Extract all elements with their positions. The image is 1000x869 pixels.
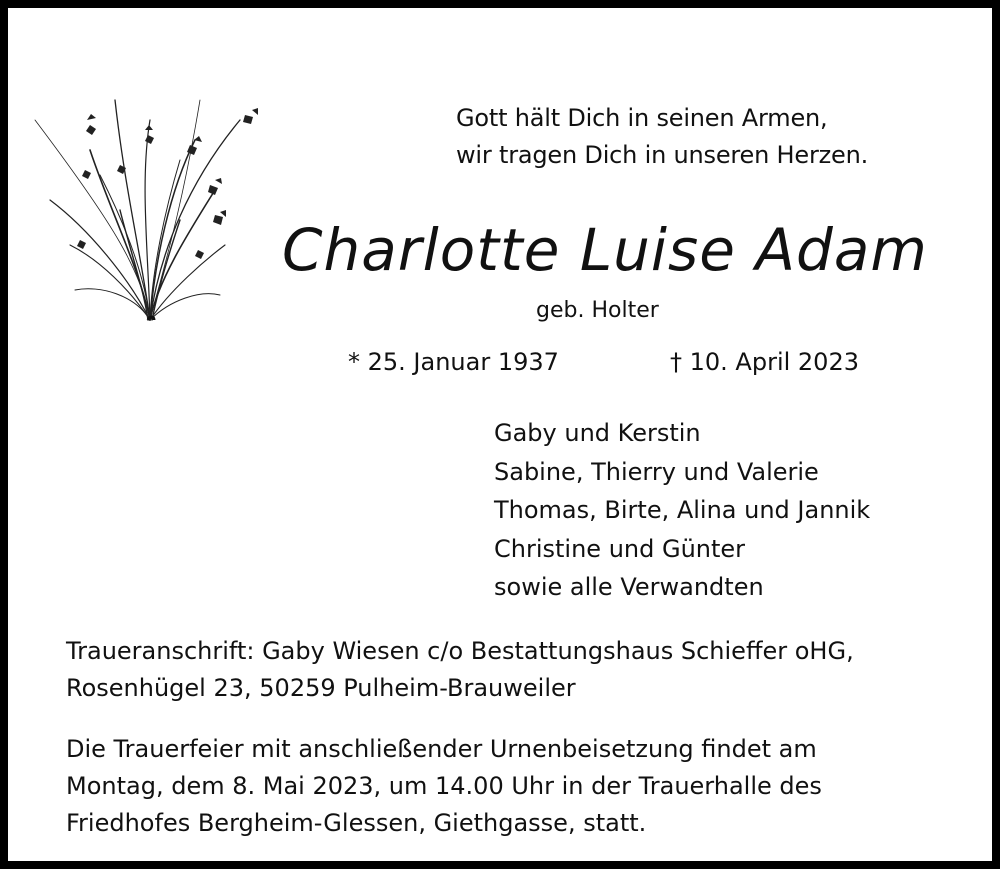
mourning-address (66, 633, 854, 707)
address-line: Rosenhügel 23, 50259 Pulheim-Brauweiler (66, 674, 576, 702)
mourners-list (494, 414, 870, 607)
birth-date: * 25. Januar 1937 (348, 348, 559, 376)
ceremony-line: Montag, dem 8. Mai 2023, um 14.00 Uhr in der Trauerhalle des (66, 772, 822, 800)
mourner-entry: sowie alle Verwandten (494, 573, 764, 601)
mourner-entry: Christine und Günter (494, 534, 746, 563)
ceremony-line: Die Trauerfeier mit anschließender Urnenbeisetzung findet am (66, 735, 817, 763)
mourner-entry: Thomas, Birte, Alina und Jannik (494, 496, 871, 524)
ceremony-line: Friedhofes Bergheim-Glessen, Giethgasse, statt. (66, 809, 647, 837)
mourner-entry: Gaby und Kerstin (494, 419, 701, 447)
motto-verse (456, 100, 868, 174)
motto-line: Gott hält Dich in seinen Armen, (456, 104, 828, 132)
address-line: Traueranschrift: Gaby Wiesen c/o Bestattungshaus Schieffer oHG, (66, 637, 854, 665)
motto-line: wir tragen Dich in unseren Herzen. (456, 141, 869, 169)
mourner-entry: Sabine, Thierry und Valerie (494, 457, 819, 486)
grass-flower-icon (30, 80, 270, 330)
death-date: † 10. April 2023 (670, 348, 859, 376)
deceased-name: Charlotte Luise Adam (282, 216, 928, 284)
ceremony-details (66, 731, 822, 842)
birth-name: geb. Holter (536, 298, 659, 323)
